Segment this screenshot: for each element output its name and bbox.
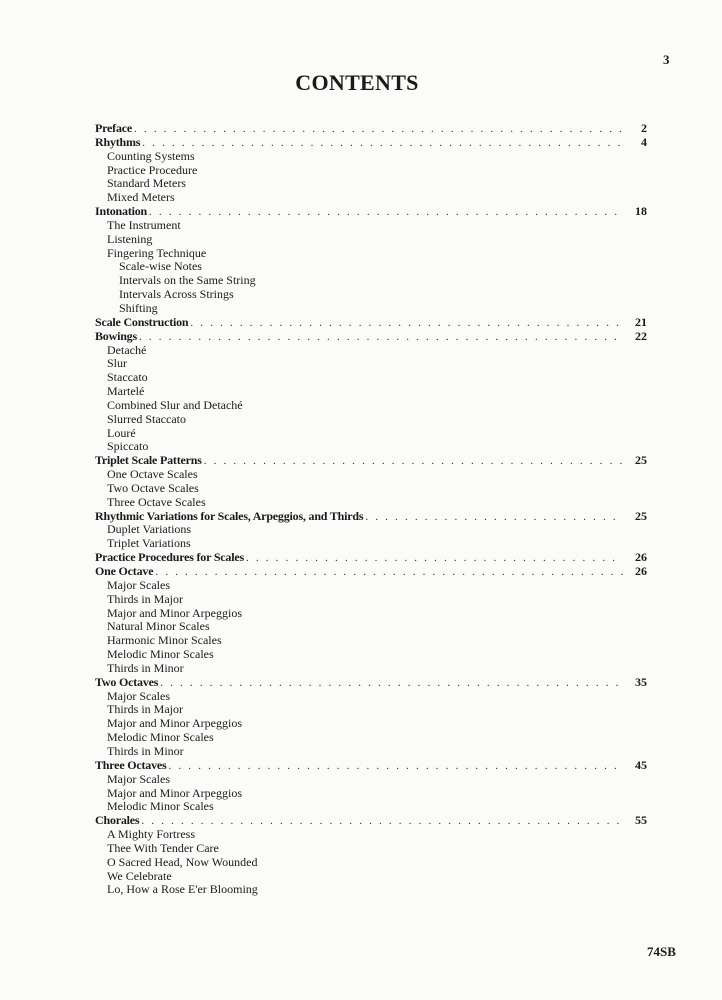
toc-subentry: O Sacred Head, Now Wounded [107,854,258,869]
toc-subentry: Slurred Staccato [107,411,186,426]
toc-subentry: Major Scales [107,771,170,786]
toc-subentry: Thee With Tender Care [107,840,219,855]
toc-subentry: Louré [107,425,136,440]
toc-subentry: One Octave Scales [107,467,198,482]
page-number: 3 [663,52,670,67]
toc-subsubentry: Shifting [119,300,158,315]
toc-page-number: 45 [635,757,647,772]
dot-leader [190,317,623,331]
toc-subentry: The Instrument [107,217,181,232]
toc-subentry: Duplet Variations [107,522,192,537]
toc-section [95,759,647,773]
toc-subentry: Major Scales [107,688,170,703]
toc-section-label: Rhythms [95,134,141,149]
toc-section-label: Chorales [95,813,140,828]
table-of-contents [95,122,647,897]
toc-subentry: Harmonic Minor Scales [107,633,222,648]
toc-section [95,122,647,136]
toc-section [95,510,647,524]
toc-subentry: Major and Minor Arpeggios [107,716,242,731]
dot-leader [139,331,623,345]
toc-subentry: Slur [107,356,128,371]
toc-subentry: Staccato [107,370,148,385]
toc-page-number: 55 [635,813,647,828]
toc-section-label: Two Octaves [95,674,159,689]
toc-section [95,205,647,219]
toc-section-label: Bowings [95,328,137,343]
toc-section [95,565,647,579]
dot-leader [246,552,623,566]
toc-section-label: Scale Construction [95,314,189,329]
toc-subentry: Detaché [107,342,147,357]
toc-subentry: Listening [107,231,153,246]
toc-page-number: 26 [635,564,647,578]
toc-section [95,814,647,828]
toc-subentry: Martelé [107,384,145,399]
toc-page-number: 4 [641,134,647,149]
dot-leader [365,511,623,525]
dot-leader [149,206,623,220]
page-title [0,70,722,96]
toc-page-number: 2 [641,121,647,135]
toc-section [95,136,647,150]
toc-subentry: Lo, How a Rose E'er Blooming [107,882,258,897]
toc-subentry: Major and Minor Arpeggios [107,605,242,620]
dot-leader [160,677,623,691]
toc-subentry: Thirds in Major [107,591,183,606]
footer-code: 74SB [647,944,676,959]
dot-leader [204,455,623,469]
toc-page-number: 25 [635,508,647,523]
toc-subentry: Two Octave Scales [107,480,199,495]
toc-subentry: Standard Meters [107,176,186,191]
toc-page-number: 22 [635,328,647,343]
toc-page-number: 18 [635,204,647,219]
toc-section [95,330,647,344]
dot-leader [155,566,623,580]
toc-subentry: Spiccato [107,439,149,454]
toc-subentry: We Celebrate [107,868,172,883]
toc-subsubentry: Intervals Across Strings [119,287,234,302]
toc-subentry: Melodic Minor Scales [107,799,214,814]
toc-section-label: Preface [95,121,133,135]
toc-section-label: Triplet Scale Patterns [95,453,202,468]
toc-page-number: 35 [635,674,647,689]
toc-subentry: Melodic Minor Scales [107,730,214,745]
toc-section-label: Intonation [95,204,148,219]
toc-section-label: Practice Procedures for Scales [95,550,244,565]
toc-section-label: One Octave [95,564,154,578]
toc-subentry: Thirds in Minor [107,660,184,675]
toc-section [95,676,647,690]
toc-subentry: Fingering Technique [107,245,207,260]
toc-section-label: Three Octaves [95,757,167,772]
toc-subsubentry: Intervals on the Same String [119,273,256,288]
toc-page-number: 26 [635,550,647,565]
toc-subentry: Combined Slur and Detaché [107,397,243,412]
toc-subentry: Practice Procedure [107,162,198,177]
dot-leader [141,815,623,829]
toc-subentry: Three Octave Scales [107,494,206,509]
toc-subentry: Counting Systems [107,148,195,163]
toc-subentry: Melodic Minor Scales [107,647,214,662]
toc-subentry: A Mighty Fortress [107,827,196,842]
toc-subentry: Thirds in Major [107,702,183,717]
dot-leader [142,137,623,151]
toc-subentry: Mixed Meters [107,190,175,205]
dot-leader [169,760,624,774]
toc-section [95,454,647,468]
toc-page-number: 25 [635,453,647,468]
page-title-text: CONTENTS [295,70,419,95]
toc-subentry: Major Scales [107,577,170,592]
toc-section-label: Rhythmic Variations for Scales, Arpeggios, and Thirds [95,508,364,523]
toc-page-number: 21 [635,314,647,329]
toc-subsubentry: Scale-wise Notes [119,259,202,274]
toc-subentry: Thirds in Minor [107,743,184,758]
toc-subentry: Major and Minor Arpeggios [107,785,242,800]
toc-subentry: Natural Minor Scales [107,619,210,634]
toc-subentry: Triplet Variations [107,536,191,551]
toc-section [95,316,647,330]
dot-leader [134,123,623,137]
toc-section [95,551,647,565]
